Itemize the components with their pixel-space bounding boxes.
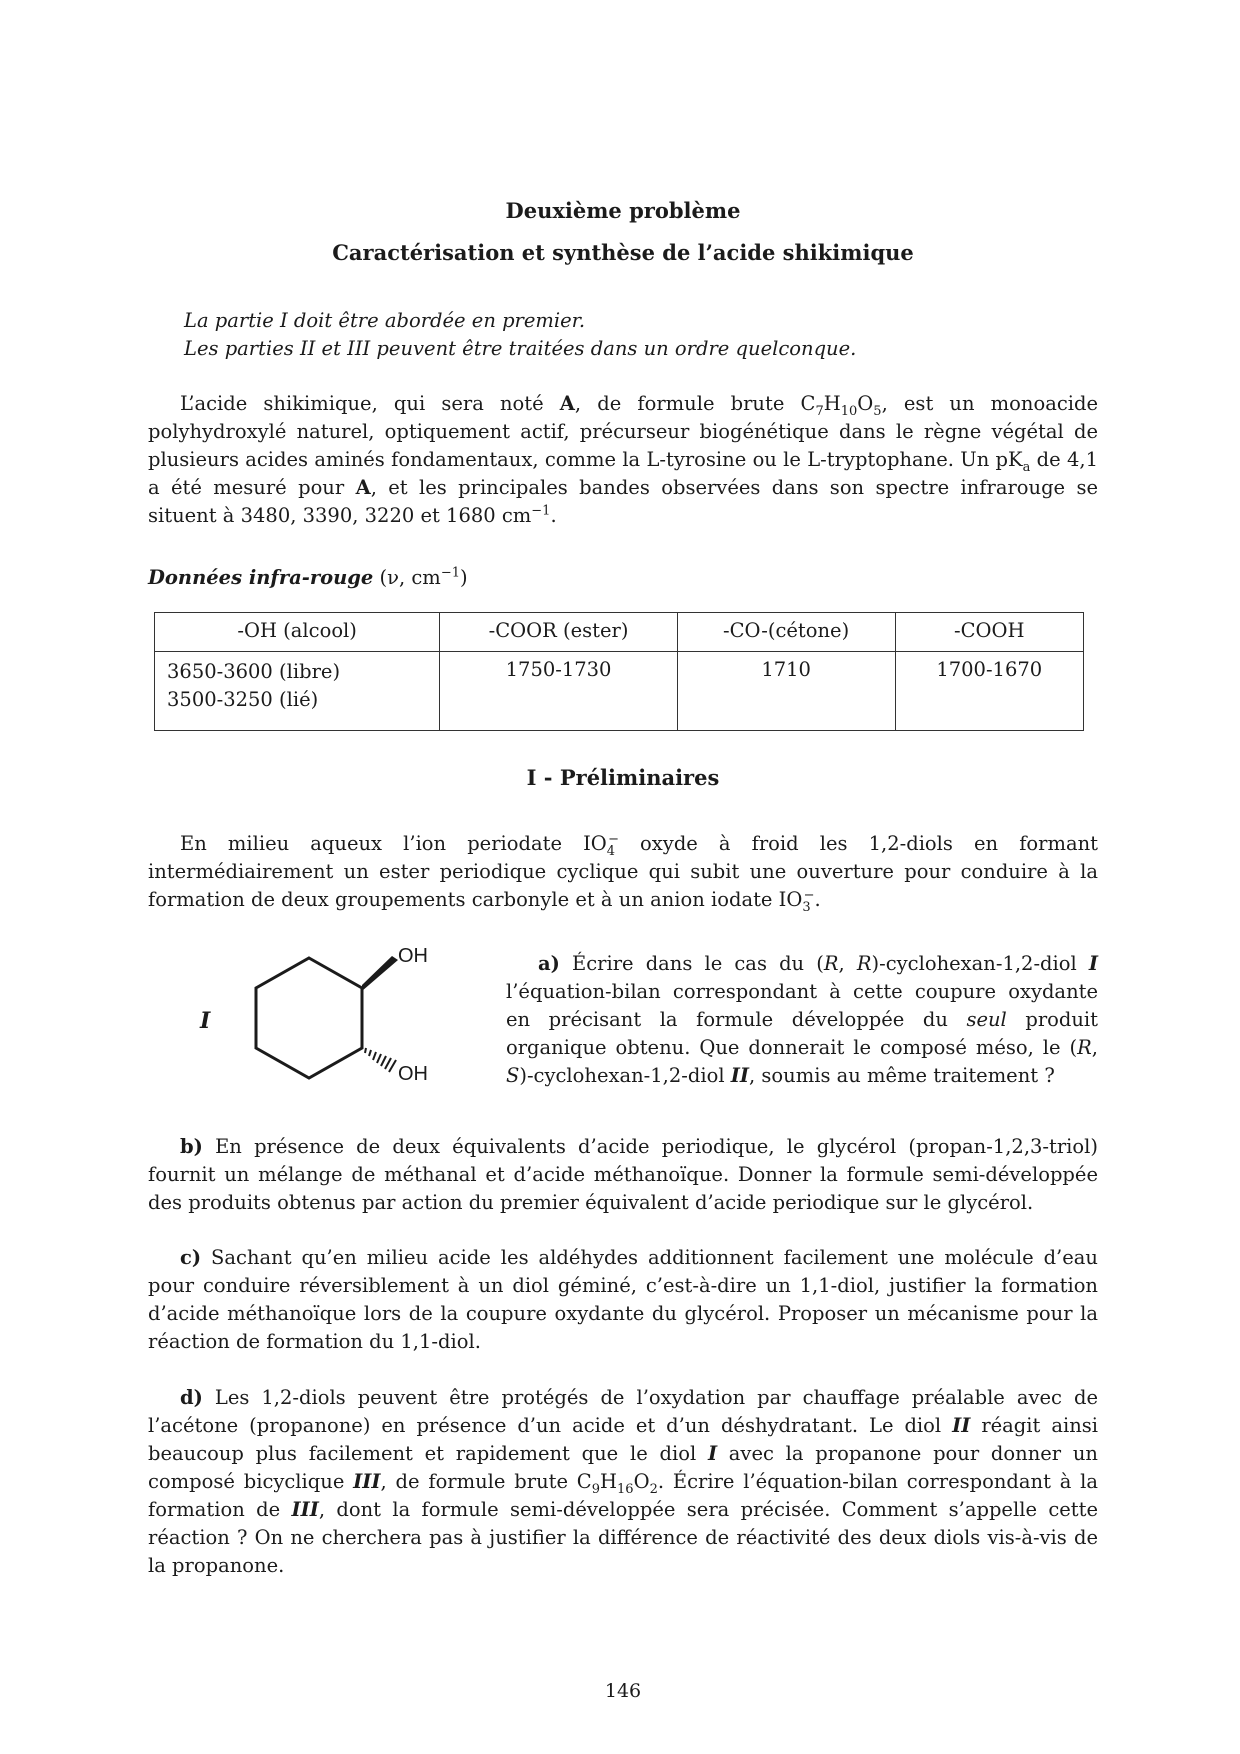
instructions — [184, 307, 1084, 363]
instruction-line-2: Les parties II et III peuvent être traitées dans un ordre quelconque. — [184, 337, 857, 360]
cell-ester: 1750-1730 — [440, 652, 677, 731]
col-header-ester: -COOR (ester) — [440, 613, 677, 652]
problem-subtitle: Caractérisation et synthèse de l’acide shikimique — [332, 240, 914, 265]
wedge-bond — [362, 956, 398, 991]
instruction-line-1: La partie I doit être abordée en premier. — [184, 309, 586, 332]
problem-title: Deuxième problème — [505, 198, 741, 223]
section-1-title: I - Préliminaires — [526, 765, 720, 790]
hash-bond — [365, 1048, 396, 1072]
table-header-row — [155, 613, 1084, 652]
ir-data-table — [154, 612, 1084, 731]
intro-paragraph: L’acide shikimique, qui sera noté A, de formule brute $C_7H_{10}O_5$, est un monoacide polyhydroxylé naturel, optiquement actif, précurseur biogénétique dans le règne végétal de plusieurs acides aminés fondamentaux, comme la L-tyrosine ou le L-tryptophane. Un $pK_a$ de 4,1 a été mesuré pour A, et les principales bandes observées dans son spectre infrarouge se situent à 3480, 3390, 3220 et 1680 $cm^{-1}$. — [148, 392, 1099, 527]
question-a: a) Écrire dans le cas du (R, R)-cyclohexan-1,2-diol I l’équation-bilan correspondant à cette coupure oxydante en précisant la formule développée du seul produit organique obtenu. Que donnerait le composé méso, le (R, S)-cyclohexan-1,2-diol II, soumis au même traitement ? — [506, 952, 1098, 1087]
table-row — [155, 652, 1084, 731]
ir-heading: Données infra-rouge (ν, $cm^{-1}$) — [148, 565, 468, 589]
col-header-ketone: -CO-(cétone) — [677, 613, 895, 652]
cell-oh — [155, 652, 440, 731]
cell-oh-free: 3650-3600 (libre) — [167, 660, 341, 683]
oh-bottom-label: OH — [398, 1063, 428, 1085]
cell-oh-bound: 3500-3250 (lié) — [167, 688, 319, 711]
question-c: c) Sachant qu’en milieu acide les aldéhydes additionnent facilement une molécule d’eau pour conduire réversiblement à un diol géminé, c’est-à-dire un 1,1-diol, justifier la formation d’acide méthanoïque lors de la coupure oxydante du glycérol. Proposer un mécanisme pour la réaction de formation du 1,1-diol. — [148, 1246, 1098, 1353]
section-1-intro: En milieu aqueux l’ion periodate $IO_4^-$ oxyde à froid les 1,2-diols en formant intermédiairement un ester periodique cyclique qui subit une ouverture pour conduire à la formation de deux groupements carbonyle et à un anion iodate $IO_3^-$. — [148, 831, 1098, 915]
cell-acid: 1700-1670 — [895, 652, 1084, 731]
cell-ketone: 1710 — [677, 652, 895, 731]
col-header-acid: -COOH — [895, 613, 1084, 652]
molecule-label: I — [200, 1008, 211, 1034]
cyclohexane-ring — [256, 958, 362, 1078]
page — [148, 0, 1098, 1754]
question-d: d) Les 1,2-diols peuvent être protégés de l’oxydation par chauffage préalable avec de l’acétone (propanone) en présence d’un acide et d’un déshydratant. Le diol II réagit ainsi beaucoup plus facilement et rapidement que le diol I avec la propanone pour donner un composé bicyclique III, de formule brute $C_9H_{16}O_2$. Écrire l’équation-bilan correspondant à la formation de III, dont la formule semi-développée sera précisée. Comment s’appelle cette réaction ? On ne cherchera pas à justifier la différence de réactivité des deux diols vis-à-vis de la propanone. — [148, 1386, 1099, 1577]
question-b: b) En présence de deux équivalents d’acide periodique, le glycérol (propan-1,2,3-triol) fournit un mélange de méthanal et d’acide méthanoïque. Donner la formule semi-développée des produits obtenus par action du premier équivalent d’acide periodique sur le glycérol. — [148, 1135, 1098, 1214]
page-number: 146 — [604, 1680, 642, 1702]
cyclohexane-diol-structure — [248, 940, 508, 1110]
oh-top-label: OH — [398, 945, 428, 967]
col-header-oh: -OH (alcool) — [155, 613, 440, 652]
